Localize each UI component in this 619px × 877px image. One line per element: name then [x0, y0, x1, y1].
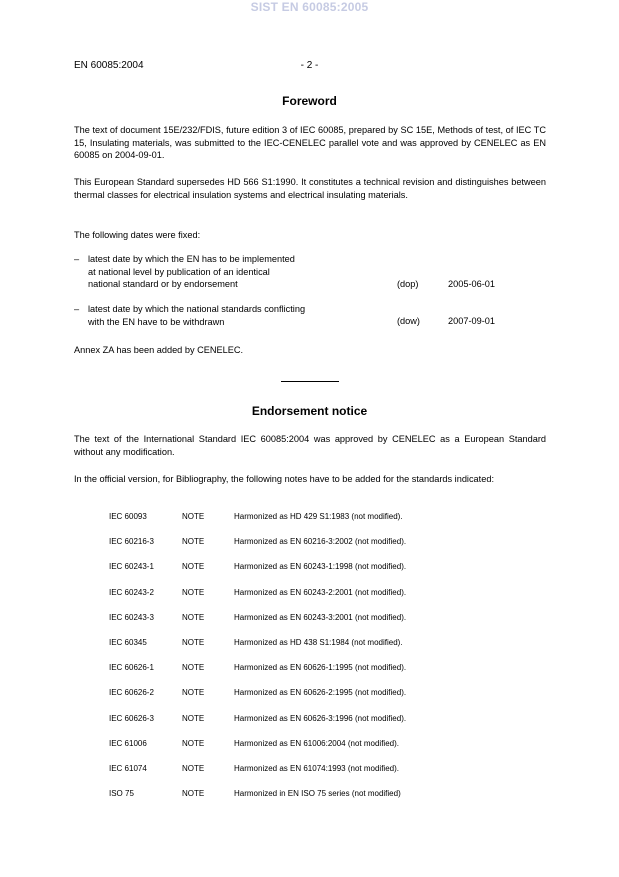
note-label: NOTE	[182, 688, 205, 698]
foreword-paragraph-1: The text of document 15E/232/FDIS, future edition 3 of IEC 60085, prepared by SC 15E, Methods of test, of IEC TC 15, Insulating materials, was submitted to the IEC-CENELEC parallel vote and was approved by CENELEC as EN 60085 on 2004-09-01.	[74, 125, 546, 160]
note-row	[109, 714, 489, 739]
watermark: SIST EN 60085:2005	[250, 0, 369, 14]
note-standard: IEC 60243-1	[109, 562, 154, 572]
note-standard: IEC 61006	[109, 738, 147, 748]
note-standard: IEC 60626-2	[109, 688, 154, 698]
bibliography-notes	[109, 512, 489, 814]
note-label: NOTE	[182, 587, 205, 597]
foreword-paragraph-3: The following dates were fixed:	[74, 230, 201, 240]
note-label: NOTE	[182, 663, 205, 673]
date-item-line: national standard or by endorsement	[88, 279, 238, 289]
note-standard: IEC 60345	[109, 637, 147, 647]
note-row	[109, 764, 489, 789]
note-label: NOTE	[182, 512, 205, 521]
note-row	[109, 663, 489, 688]
note-standard: IEC 60626-1	[109, 663, 154, 673]
note-label: NOTE	[182, 763, 205, 773]
date-item-dash: –	[74, 254, 80, 264]
foreword-title: Foreword	[282, 94, 337, 108]
note-text: Harmonized as EN 60216-3:2002 (not modified).	[234, 537, 407, 547]
note-text: Harmonized in EN ISO 75 series (not modified)	[234, 789, 401, 799]
note-standard: IEC 60626-3	[109, 713, 154, 723]
note-standard: IEC 60216-3	[109, 537, 154, 547]
date-item-line: with the EN have to be withdrawn	[88, 316, 225, 327]
note-row	[109, 638, 489, 663]
note-text: Harmonized as EN 60626-1:1995 (not modified).	[234, 663, 407, 673]
note-label: NOTE	[182, 789, 205, 799]
note-text: Harmonized as EN 60243-3:2001 (not modified).	[234, 612, 407, 622]
note-text: Harmonized as EN 60626-2:1995 (not modified).	[234, 688, 407, 698]
note-text: Harmonized as EN 60243-1:1998 (not modified).	[234, 562, 407, 572]
note-standard: IEC 60093	[109, 512, 147, 521]
date-item-dash: –	[74, 304, 80, 314]
note-label: NOTE	[182, 537, 205, 547]
endorsement-paragraph-1: The text of the International Standard IEC 60085:2004 was approved by CENELEC as a European Standard without any modification.	[74, 434, 546, 457]
endorsement-title: Endorsement notice	[251, 404, 368, 418]
note-standard: IEC 61074	[109, 763, 147, 773]
note-standard: IEC 60243-3	[109, 612, 154, 622]
date-value-dow: 2007-09-01	[448, 316, 495, 326]
note-standard: IEC 60243-2	[109, 587, 154, 597]
note-row	[109, 537, 489, 562]
note-label: NOTE	[182, 612, 205, 622]
note-label: NOTE	[182, 738, 205, 748]
page-number: - 2 -	[300, 60, 319, 71]
note-text: Harmonized as EN 60243-2:2001 (not modified).	[234, 587, 407, 597]
note-row	[109, 739, 489, 764]
note-row	[109, 588, 489, 613]
date-abbr-dop: (dop)	[397, 279, 419, 289]
note-text: Harmonized as EN 61074:1993 (not modified).	[234, 763, 399, 773]
date-abbr-dow: (dow)	[397, 316, 420, 326]
date-value-dop: 2005-06-01	[448, 279, 495, 289]
note-text: Harmonized as HD 438 S1:1984 (not modified).	[234, 637, 403, 647]
date-item-dop	[88, 253, 388, 291]
note-text: Harmonized as HD 429 S1:1983 (not modified).	[234, 512, 403, 521]
note-label: NOTE	[182, 637, 205, 647]
document-id: EN 60085:2004	[74, 60, 144, 71]
note-row	[109, 512, 489, 537]
note-text: Harmonized as EN 60626-3:1996 (not modified).	[234, 713, 407, 723]
note-row	[109, 613, 489, 638]
section-divider	[281, 381, 339, 382]
endorsement-paragraph-2: In the official version, for Bibliography, the following notes have to be added for the standards indicated:	[74, 474, 494, 484]
date-item-dow	[88, 303, 388, 328]
note-row	[109, 688, 489, 713]
note-standard: ISO 75	[109, 789, 134, 799]
note-row	[109, 789, 489, 814]
date-item-line: latest date by which the national standards conflicting	[88, 304, 306, 314]
foreword-paragraph-2: This European Standard supersedes HD 566 S1:1990. It constitutes a technical revision and distinguishes between thermal classes for electrical insulation systems and electrical insulating materials.	[74, 177, 546, 200]
note-label: NOTE	[182, 562, 205, 572]
date-item-line: latest date by which the EN has to be implemented	[88, 254, 295, 264]
date-item-line: at national level by publication of an identical	[88, 266, 270, 277]
note-text: Harmonized as EN 61006:2004 (not modified).	[234, 738, 399, 748]
note-row	[109, 562, 489, 587]
annex-note: Annex ZA has been added by CENELEC.	[74, 345, 244, 355]
note-label: NOTE	[182, 713, 205, 723]
